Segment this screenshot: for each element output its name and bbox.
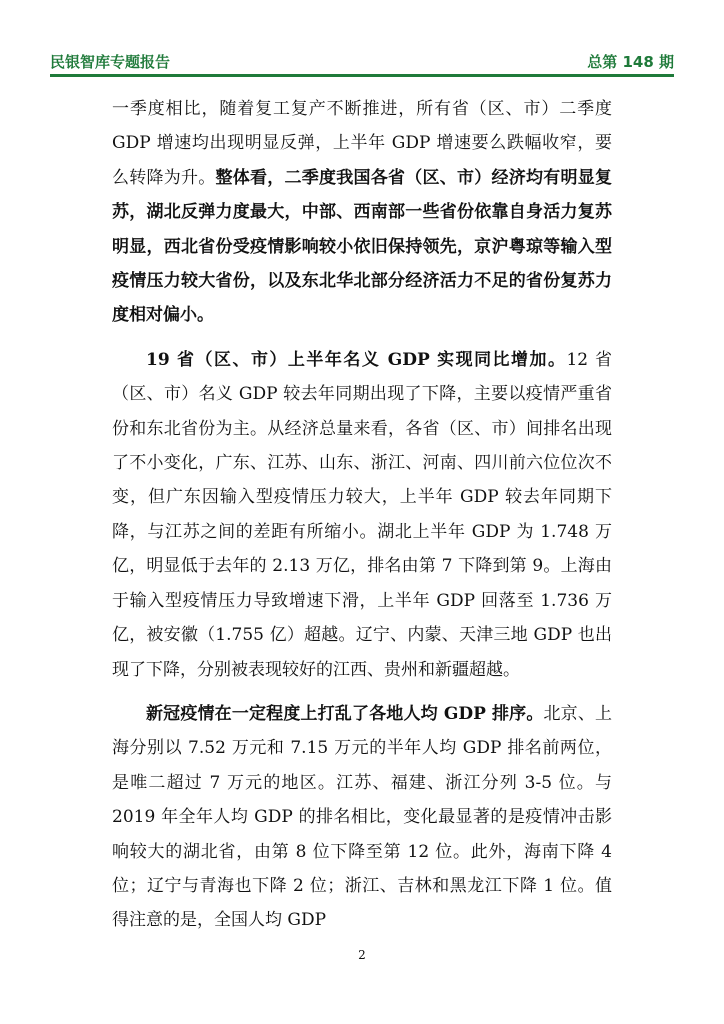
- paragraph-3-text: 北京、上海分别以 7.52 万元和 7.15 万元的半年人均 GDP 排名前两位，是唯二超过 7 万元的地区。江苏、福建、浙江分列 3-5 位。与 2019 年全年人均 GDP 的排名相比，变化最显著的是疫情冲击影响较大的湖北省，由第 8 位下降至第 12 位。此外，海南下降 4 位；辽宁与青海也下降 2 位；浙江、吉林和黑龙江下降 1 位。值得注意的是，全国人均 GDP: [112, 703, 612, 931]
- issue-number: 总第 148 期: [587, 53, 674, 71]
- paragraph-3: [112, 697, 612, 938]
- page-number: 2: [358, 948, 366, 962]
- paragraph-2-bold-lead: 19 省（区、市）上半年名义 GDP 实现同比增加。: [146, 349, 567, 370]
- paragraph-2: [112, 343, 612, 687]
- header-divider: [50, 74, 674, 77]
- report-header: [50, 52, 674, 72]
- paragraph-2-text: 12 省（区、市）名义 GDP 较去年同期出现了下降，主要以疫情严重省份和东北省份为主。从经济总量来看，各省（区、市）间排名出现了不小变化，广东、江苏、山东、浙江、河南、四川前六位位次不变，但广东因输入型疫情压力较大，上半年 GDP 较去年同期下降，与江苏之间的差距有所缩小。湖北上半年 GDP 为 1.748 万亿，明显低于去年的 2.13 万亿，排名由第 7 下降到第 9。上海由于输入型疫情压力导致增速下滑，上半年 GDP 回落至 1.736 万亿，被安徽（1.755 亿）超越。辽宁、内蒙、天津三地 GDP 也出现了下降，分别被表现较好的江西、贵州和新疆超越。: [112, 349, 612, 680]
- paragraph-1-bold-summary: 整体看，二季度我国各省（区、市）经济均有明显复苏，湖北反弹力度最大，中部、西南部一些省份依靠自身活力复苏明显，西北省份受疫情影响较小依旧保持领先，京沪粤琼等输入型疫情压力较大省份，以及东北华北部分经济活力不足的省份复苏力度相对偏小。: [112, 167, 612, 326]
- body-text: [112, 92, 612, 938]
- paragraph-3-bold-lead: 新冠疫情在一定程度上打乱了各地人均 GDP 排序。: [146, 703, 544, 724]
- paragraph-1: [112, 92, 612, 333]
- paragraph-1-text: 一季度相比，随着复工复产不断推进，所有省（区、市）二季度 GDP 增速均出现明显反弹，上半年 GDP 增速要么跌幅收窄，要么转降为升。: [112, 99, 612, 188]
- report-series-title: 民银智库专题报告: [50, 53, 171, 71]
